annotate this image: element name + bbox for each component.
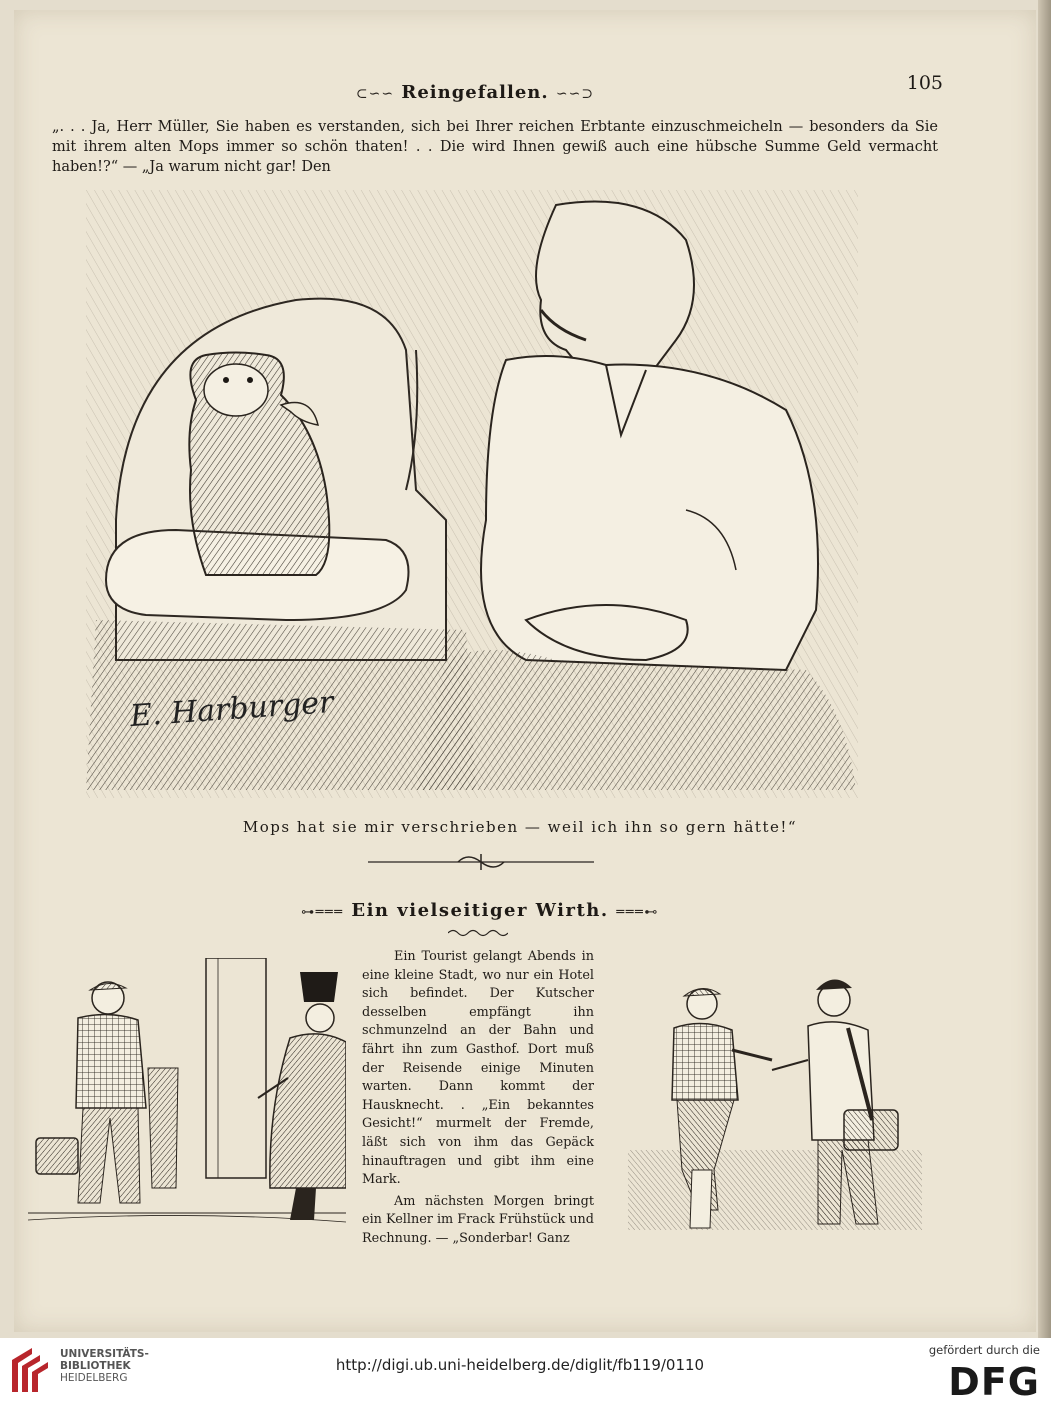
page-number: 105 <box>906 72 943 94</box>
scan-edge <box>1038 0 1051 1338</box>
library-name-line: BIBLIOTHEK <box>60 1360 131 1372</box>
library-name-line: UNIVERSITÄTS- <box>60 1348 149 1360</box>
section-heading-text: Ein vielseitiger Wirth. <box>351 900 609 921</box>
ub-heidelberg-logo-icon <box>10 1346 50 1394</box>
story-column <box>362 948 594 1252</box>
story-paragraph: Ein Tourist gelangt Abends in eine kleine Stadt, wo nur ein Hotel sich befindet. Der Kutscher desselben empfängt ihn schmunzelnd an der Bahn und fährt ihn zum Gasthof. Dort muß der Reisende einige Minuten warten. Dann kommt der Hausknecht. . „Ein bekanntes Gesicht!“ murmelt der Fremde, läßt sich von ihm das Gepäck hinauftragen und gibt ihm eine Mark. <box>362 949 594 1188</box>
heading-rule-left-icon: ⊶═══ <box>301 905 344 920</box>
permalink-url[interactable]: http://digi.ub.uni-heidelberg.de/diglit/fb119/0110 <box>335 1356 705 1374</box>
ornamental-divider <box>368 852 594 872</box>
illustration-caption: Mops hat sie mir verschrieben — weil ich ihn so gern hätte!“ <box>242 818 798 836</box>
page-title-text: Reingefallen. <box>401 82 549 103</box>
wavy-ornament <box>448 928 508 938</box>
page-title <box>330 82 620 103</box>
flourish-left-icon: ⊂∽∽ <box>355 86 395 102</box>
section-heading <box>270 900 690 921</box>
right-illustration <box>622 960 928 1238</box>
story-paragraph: Am nächsten Morgen bringt ein Kellner im Frack Frühstück und Rechnung. — „Sonderbar! Ganz <box>362 1193 594 1246</box>
flourish-right-icon: ∽∽⊃ <box>555 86 595 102</box>
left-illustration <box>28 958 346 1230</box>
funding-note: gefördert durch die <box>928 1343 1040 1357</box>
library-name <box>60 1348 149 1384</box>
heading-rule-right-icon: ═══⊷ <box>616 905 659 920</box>
intro-paragraph: „. . . Ja, Herr Müller, Sie haben es verstanden, sich bei Ihrer reichen Erbtante einzuschmeicheln — besonders da Sie mit ihrem alten Mops immer so schön thaten! . . Die wird Ihnen gewiß auch eine hübsche Summe Geld vermacht haben!?“ — „Ja warum nicht gar! Den <box>52 119 938 175</box>
dfg-logo: DFG <box>948 1360 1040 1404</box>
artist-signature: E. Harburger <box>129 684 335 735</box>
library-name-line: HEIDELBERG <box>60 1372 128 1384</box>
